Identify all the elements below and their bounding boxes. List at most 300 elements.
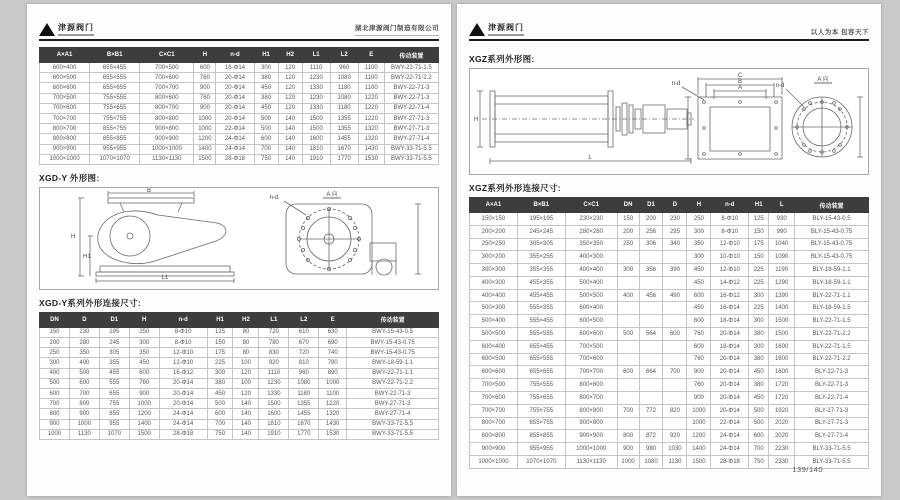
table-cell: BLY-33-71-5.5 — [795, 455, 869, 468]
table-cell: 655×455 — [517, 340, 565, 353]
table-cell: 1040 — [769, 238, 795, 251]
table-cell: 1390 — [769, 289, 795, 302]
table-cell: BWY-22-71-1.1 — [347, 368, 439, 378]
table-cell — [639, 379, 663, 392]
table-cell: 900×900 — [140, 134, 194, 144]
table-cell: 1455 — [330, 134, 358, 144]
table-cell: 1500 — [302, 124, 330, 134]
table-cell: 450 — [254, 103, 278, 113]
table-cell: 1200 — [194, 134, 216, 144]
table-cell: 250 — [129, 327, 159, 337]
table-row — [470, 264, 869, 277]
table-cell: 500 — [749, 417, 769, 430]
table-cell: 960 — [330, 63, 358, 73]
table-cell: 760 — [194, 73, 216, 83]
table-cell: BWY-15-43-0.75 — [347, 338, 439, 348]
table-cell: 1070 — [99, 429, 129, 439]
table-row — [470, 443, 869, 456]
xgdy-drawing-svg — [40, 188, 438, 284]
table-cell — [617, 353, 639, 366]
table-cell: 8-Φ10 — [711, 225, 749, 238]
table-cell: 1355 — [289, 399, 319, 409]
table-cell: 450 — [207, 389, 233, 399]
table-row — [40, 113, 439, 123]
table-cell: 600 — [687, 340, 711, 353]
table-row — [40, 338, 439, 348]
table-cell — [617, 379, 639, 392]
table-cell: 755 — [99, 399, 129, 409]
table-cell: BLY-22-71-3 — [795, 366, 869, 379]
table-cell: 18-Φ14 — [711, 315, 749, 328]
table-cell — [639, 315, 663, 328]
brand-name: 津源阀门 — [488, 22, 524, 32]
table-cell: 300 — [207, 368, 233, 378]
table-cell: 380 — [749, 379, 769, 392]
xgz-drawing-svg — [470, 69, 868, 169]
column-header: E — [358, 48, 384, 63]
table-cell: 1220 — [358, 113, 384, 123]
table-cell: 450 — [687, 264, 711, 277]
table-cell: 1500 — [194, 154, 216, 164]
table-cell — [663, 391, 687, 404]
table-cell: 28-Φ18 — [711, 455, 749, 468]
table-row — [470, 315, 869, 328]
table-header-row — [470, 198, 869, 213]
table-cell: 280×280 — [565, 225, 617, 238]
brand-logo — [39, 23, 94, 36]
column-header: n-d — [159, 312, 207, 327]
table-row — [40, 378, 439, 388]
table-cell: 355×255 — [517, 251, 565, 264]
column-header: 传动装置 — [384, 48, 438, 63]
table-cell: 1330 — [302, 83, 330, 93]
table-cell: 1000×1000 — [40, 154, 90, 164]
dim-label-l1: L1 — [161, 274, 169, 281]
page-left — [27, 4, 451, 496]
table-row — [40, 154, 439, 164]
table-cell: 1910 — [259, 429, 289, 439]
table-cell: 700 — [40, 399, 70, 409]
table-cell: 700×700 — [140, 83, 194, 93]
column-header: n-d — [216, 48, 254, 63]
table-cell: 1000 — [319, 378, 347, 388]
table-cell: 1500 — [769, 328, 795, 341]
table-row — [470, 225, 869, 238]
table-cell: BLY-15-43-0.5 — [795, 213, 869, 226]
table-cell: 12-Φ10 — [711, 264, 749, 277]
xgdy-table-title: XGD-Y系列外形连接尺寸: — [39, 297, 141, 308]
table-cell: 600×500 — [40, 73, 90, 83]
table-cell: 300 — [617, 264, 639, 277]
table-cell: 655×655 — [517, 366, 565, 379]
table-cell: 740 — [319, 348, 347, 358]
column-header: 传动装置 — [347, 312, 439, 327]
table-cell: 900 — [687, 391, 711, 404]
table-cell: 1355 — [330, 124, 358, 134]
table-cell: BWY-33-71-5.5 — [384, 154, 438, 164]
table-cell: 120 — [278, 103, 302, 113]
table-cell: 225 — [207, 358, 233, 368]
page-header — [469, 12, 869, 41]
table-cell: 600×500 — [470, 353, 518, 366]
table-cell: 700 — [69, 389, 99, 399]
table-cell: 12-Φ10 — [159, 348, 207, 358]
table-cell — [617, 340, 639, 353]
table-cell: 1080 — [289, 378, 319, 388]
table-cell: 1500 — [769, 315, 795, 328]
table-cell: 1400 — [194, 144, 216, 154]
table-cell: 225 — [749, 302, 769, 315]
table-cell: 140 — [278, 154, 302, 164]
table-row — [470, 238, 869, 251]
table-cell: 300 — [254, 63, 278, 73]
table-cell: 890 — [319, 368, 347, 378]
dim-label-c: C — [737, 73, 743, 79]
table-cell: 24-Φ14 — [216, 144, 254, 154]
column-header: A×A1 — [40, 48, 90, 63]
table-cell: 300 — [749, 340, 769, 353]
table-cell: BLY-15-43-0.75 — [795, 238, 869, 251]
table-row — [470, 391, 869, 404]
table-cell: 125 — [207, 327, 233, 337]
table-cell: 140 — [278, 144, 302, 154]
table-cell: 500 — [40, 378, 70, 388]
column-header: D — [69, 312, 99, 327]
table-cell: 1100 — [319, 389, 347, 399]
table-cell: BWY-27-71-3 — [384, 124, 438, 134]
table-cell: BWY-27-71-3 — [384, 113, 438, 123]
table-cell: 500 — [749, 404, 769, 417]
table-row — [470, 289, 869, 302]
table-cell: 720 — [289, 348, 319, 358]
table-cell: 780 — [259, 338, 289, 348]
table-cell: 24-Φ14 — [711, 430, 749, 443]
xgz-drawing-title: XGZ系列外形图: — [469, 54, 535, 64]
table-cell: 306 — [639, 238, 663, 251]
table-cell: 80 — [233, 348, 259, 358]
table-cell: 1810 — [259, 419, 289, 429]
table-row — [470, 404, 869, 417]
table-cell: 700×600 — [140, 73, 194, 83]
table-cell: 1000×1000 — [140, 144, 194, 154]
table-cell: BLY-22-71-2.2 — [795, 328, 869, 341]
table-cell: 140 — [233, 409, 259, 419]
table-cell: 655×555 — [90, 73, 140, 83]
table-cell: 1080 — [330, 93, 358, 103]
table-cell: 120 — [278, 83, 302, 93]
table-cell: 610 — [289, 327, 319, 337]
table-cell — [639, 276, 663, 289]
table-cell: 1600 — [259, 409, 289, 419]
brand-subtext-bar — [488, 34, 524, 36]
table-cell: 690 — [319, 338, 347, 348]
table-cell: 450 — [687, 276, 711, 289]
table-cell: 655×655 — [90, 83, 140, 93]
xgdy-drawing-title: XGD-Y 外形图: — [39, 172, 100, 183]
table-cell: 1910 — [302, 154, 330, 164]
table-cell: 1600 — [302, 134, 330, 144]
column-header: L2 — [289, 312, 319, 327]
company-subtext-bar — [355, 35, 439, 37]
table-cell: 1600 — [769, 353, 795, 366]
table-cell: 1130×1130 — [565, 455, 617, 468]
table-cell: 755×655 — [517, 391, 565, 404]
table-cell: 300 — [749, 315, 769, 328]
column-header: D — [663, 198, 687, 213]
dim-label-h1: H1 — [83, 253, 91, 260]
table-cell: 1230 — [302, 73, 330, 83]
table-cell: 700×500 — [140, 63, 194, 73]
table-cell: 755×555 — [517, 379, 565, 392]
table-row — [40, 409, 439, 419]
table-cell: 150 — [207, 338, 233, 348]
column-header: D1 — [639, 198, 663, 213]
column-header: H2 — [278, 48, 302, 63]
table-cell: 655×455 — [90, 63, 140, 73]
table-cell: 20-Φ14 — [216, 73, 254, 83]
table-cell: 500×400 — [470, 315, 518, 328]
xgz-outline-drawing — [469, 68, 869, 175]
table-cell — [617, 251, 639, 264]
table-cell: 830 — [259, 348, 289, 358]
table-cell: BWY-18-59-1.1 — [347, 358, 439, 368]
table-cell: 1190 — [769, 264, 795, 277]
table-cell: 450 — [129, 358, 159, 368]
table-cell: 1220 — [358, 103, 384, 113]
table-cell: 755×555 — [90, 93, 140, 103]
table-cell: 820 — [663, 404, 687, 417]
table-cell: 18-Φ14 — [216, 63, 254, 73]
table-cell: 1400 — [769, 302, 795, 315]
table-cell: 600×600 — [470, 366, 518, 379]
table-cell: 1670 — [289, 419, 319, 429]
table-cell: 20-Φ14 — [711, 391, 749, 404]
table-cell: 295 — [663, 225, 687, 238]
table-cell: 500×300 — [470, 302, 518, 315]
table-cell: 380 — [207, 378, 233, 388]
table-cell: 350×350 — [565, 238, 617, 251]
table-cell: 750 — [254, 154, 278, 164]
table-row — [40, 348, 439, 358]
table-row — [470, 379, 869, 392]
dim-label-b: B — [737, 79, 743, 85]
table-cell: 700 — [254, 144, 278, 154]
company-block — [355, 26, 439, 36]
table-cell — [663, 417, 687, 430]
table-cell: 980 — [639, 443, 663, 456]
table-cell: 1455 — [289, 409, 319, 419]
table-cell: 8-Φ10 — [159, 338, 207, 348]
table-cell: 1000 — [194, 113, 216, 123]
view-label: A 向 — [817, 77, 829, 83]
table-cell: 800×800 — [140, 113, 194, 123]
column-header: C×C1 — [140, 48, 194, 63]
table-cell: 500 — [254, 124, 278, 134]
table-cell: 800×700 — [565, 391, 617, 404]
xgdy-dimension-table — [39, 312, 439, 440]
table-cell: 1200 — [687, 430, 711, 443]
table-cell: 22-Φ14 — [216, 124, 254, 134]
table-cell: 256 — [639, 225, 663, 238]
table-cell: 100 — [233, 378, 259, 388]
table-row — [40, 419, 439, 429]
table-cell: 1670 — [330, 144, 358, 154]
table-cell: 450 — [749, 366, 769, 379]
table-cell: 195×195 — [517, 213, 565, 226]
table-cell: 955×955 — [517, 443, 565, 456]
table-cell: BLY-15-43-0.75 — [795, 251, 869, 264]
table-cell: 350 — [687, 238, 711, 251]
column-header: E — [319, 312, 347, 327]
table-cell: 28-Φ18 — [216, 154, 254, 164]
table-cell: 195 — [99, 327, 129, 337]
table-cell — [639, 417, 663, 430]
table-cell: 600×400 — [565, 302, 617, 315]
table-cell: 1320 — [319, 409, 347, 419]
table-cell: 200 — [40, 338, 70, 348]
table-cell: 1600 — [769, 366, 795, 379]
table-cell: 20-Φ14 — [711, 328, 749, 341]
table-cell: 700×500 — [40, 93, 90, 103]
table-cell: 1130 — [69, 429, 99, 439]
page-number: 139/140 — [792, 465, 823, 474]
table-cell: 555×555 — [517, 328, 565, 341]
table-cell — [639, 391, 663, 404]
table-cell — [617, 315, 639, 328]
table-cell: BLY-18-59-1.1 — [795, 264, 869, 277]
table-cell: 1100 — [358, 63, 384, 73]
table-cell: 1230 — [302, 93, 330, 103]
table-cell: 140 — [233, 399, 259, 409]
column-header: D1 — [99, 312, 129, 327]
bolt-label: n-d — [671, 81, 681, 87]
column-header: DN — [617, 198, 639, 213]
table-cell: 175 — [207, 348, 233, 358]
table-cell: 450 — [749, 391, 769, 404]
table-cell: 872 — [639, 430, 663, 443]
table-cell: BLY-22-71-2.2 — [795, 353, 869, 366]
dimension-table-continued — [39, 47, 439, 165]
table-cell: 340 — [663, 238, 687, 251]
table-cell: 955 — [99, 419, 129, 429]
table-cell: 900 — [129, 389, 159, 399]
table-cell: 200 — [617, 225, 639, 238]
table-cell: 555×355 — [517, 302, 565, 315]
column-header: 传动装置 — [795, 198, 869, 213]
table-row — [40, 93, 439, 103]
table-cell: 600×500 — [565, 315, 617, 328]
column-header: H — [129, 312, 159, 327]
table-row — [40, 83, 439, 93]
table-cell: 1080 — [639, 455, 663, 468]
table-cell: 16-Φ12 — [711, 289, 749, 302]
table-cell: 700×600 — [565, 353, 617, 366]
table-cell: 24-Φ14 — [216, 134, 254, 144]
table-cell: 500 — [69, 368, 99, 378]
table-cell: 2020 — [769, 417, 795, 430]
table-cell: 700×700 — [565, 366, 617, 379]
table-cell: 250 — [40, 348, 70, 358]
brand-text — [58, 24, 94, 36]
table-cell: 800 — [69, 399, 99, 409]
table-cell: 400×300 — [470, 276, 518, 289]
table-cell: 1400 — [687, 443, 711, 456]
table-cell: 380 — [254, 73, 278, 83]
column-header: H1 — [749, 198, 769, 213]
table-cell: 772 — [639, 404, 663, 417]
table-cell: BLY-18-59-1.5 — [795, 302, 869, 315]
table-cell: 1500 — [129, 429, 159, 439]
table-cell: 250 — [617, 238, 639, 251]
table-cell: 1180 — [330, 83, 358, 93]
table-cell: BWY-22-71-3 — [384, 83, 438, 93]
table-cell: 600 — [687, 289, 711, 302]
triangle-logo-icon — [469, 23, 485, 36]
table-cell: 670 — [289, 338, 319, 348]
company-name: 湖北津源阀门制造有限公司 — [355, 25, 439, 32]
table-cell: 500×500 — [470, 328, 518, 341]
table-cell: 1000 — [687, 417, 711, 430]
table-cell: 300×200 — [470, 251, 518, 264]
table-cell: 600 — [687, 315, 711, 328]
table-cell: 20-Φ14 — [216, 93, 254, 103]
xgz-dimension-table — [469, 197, 869, 469]
table-cell: 1070×1070 — [517, 455, 565, 468]
table-cell: 1000 — [40, 429, 70, 439]
table-cell: 800×600 — [565, 379, 617, 392]
table-cell: 455×355 — [517, 276, 565, 289]
table-cell: 1000×1000 — [565, 443, 617, 456]
table-cell: 305×305 — [517, 238, 565, 251]
table-cell: 900×800 — [565, 417, 617, 430]
table-cell: 555×455 — [517, 315, 565, 328]
table-cell — [639, 251, 663, 264]
table-cell: 800×800 — [40, 134, 90, 144]
table-cell: 700 — [749, 443, 769, 456]
table-cell — [663, 276, 687, 289]
table-cell: 280 — [69, 338, 99, 348]
table-cell: 1030 — [663, 443, 687, 456]
table-cell: 120 — [233, 368, 259, 378]
table-cell: 8-Φ10 — [711, 213, 749, 226]
table-cell: 225 — [749, 276, 769, 289]
brand-logo — [469, 23, 524, 36]
table-cell: 630 — [319, 327, 347, 337]
table-cell: 1000 — [617, 455, 639, 468]
table-cell: 12-Φ10 — [159, 358, 207, 368]
table-cell: 600×600 — [40, 83, 90, 93]
table-cell: 150 — [40, 327, 70, 337]
bolt-label: n-d — [269, 194, 279, 201]
table-cell: 800×800 — [470, 430, 518, 443]
table-cell: 1200 — [129, 409, 159, 419]
table-cell: 900 — [194, 83, 216, 93]
column-header: L1 — [259, 312, 289, 327]
table-cell: 20-Φ14 — [216, 113, 254, 123]
table-cell: 855×755 — [517, 417, 565, 430]
table-cell: 900 — [69, 409, 99, 419]
page-header — [39, 12, 439, 41]
table-row — [40, 144, 439, 154]
table-cell: BWY-15-43-0.75 — [347, 348, 439, 358]
table-cell: 1720 — [769, 379, 795, 392]
table-cell: 750 — [207, 429, 233, 439]
table-row — [470, 328, 869, 341]
table-cell: 920 — [259, 358, 289, 368]
slogan: 以人为本 包容天下 — [810, 28, 869, 36]
table-cell: 600 — [69, 378, 99, 388]
table-cell: 14-Φ12 — [711, 276, 749, 289]
